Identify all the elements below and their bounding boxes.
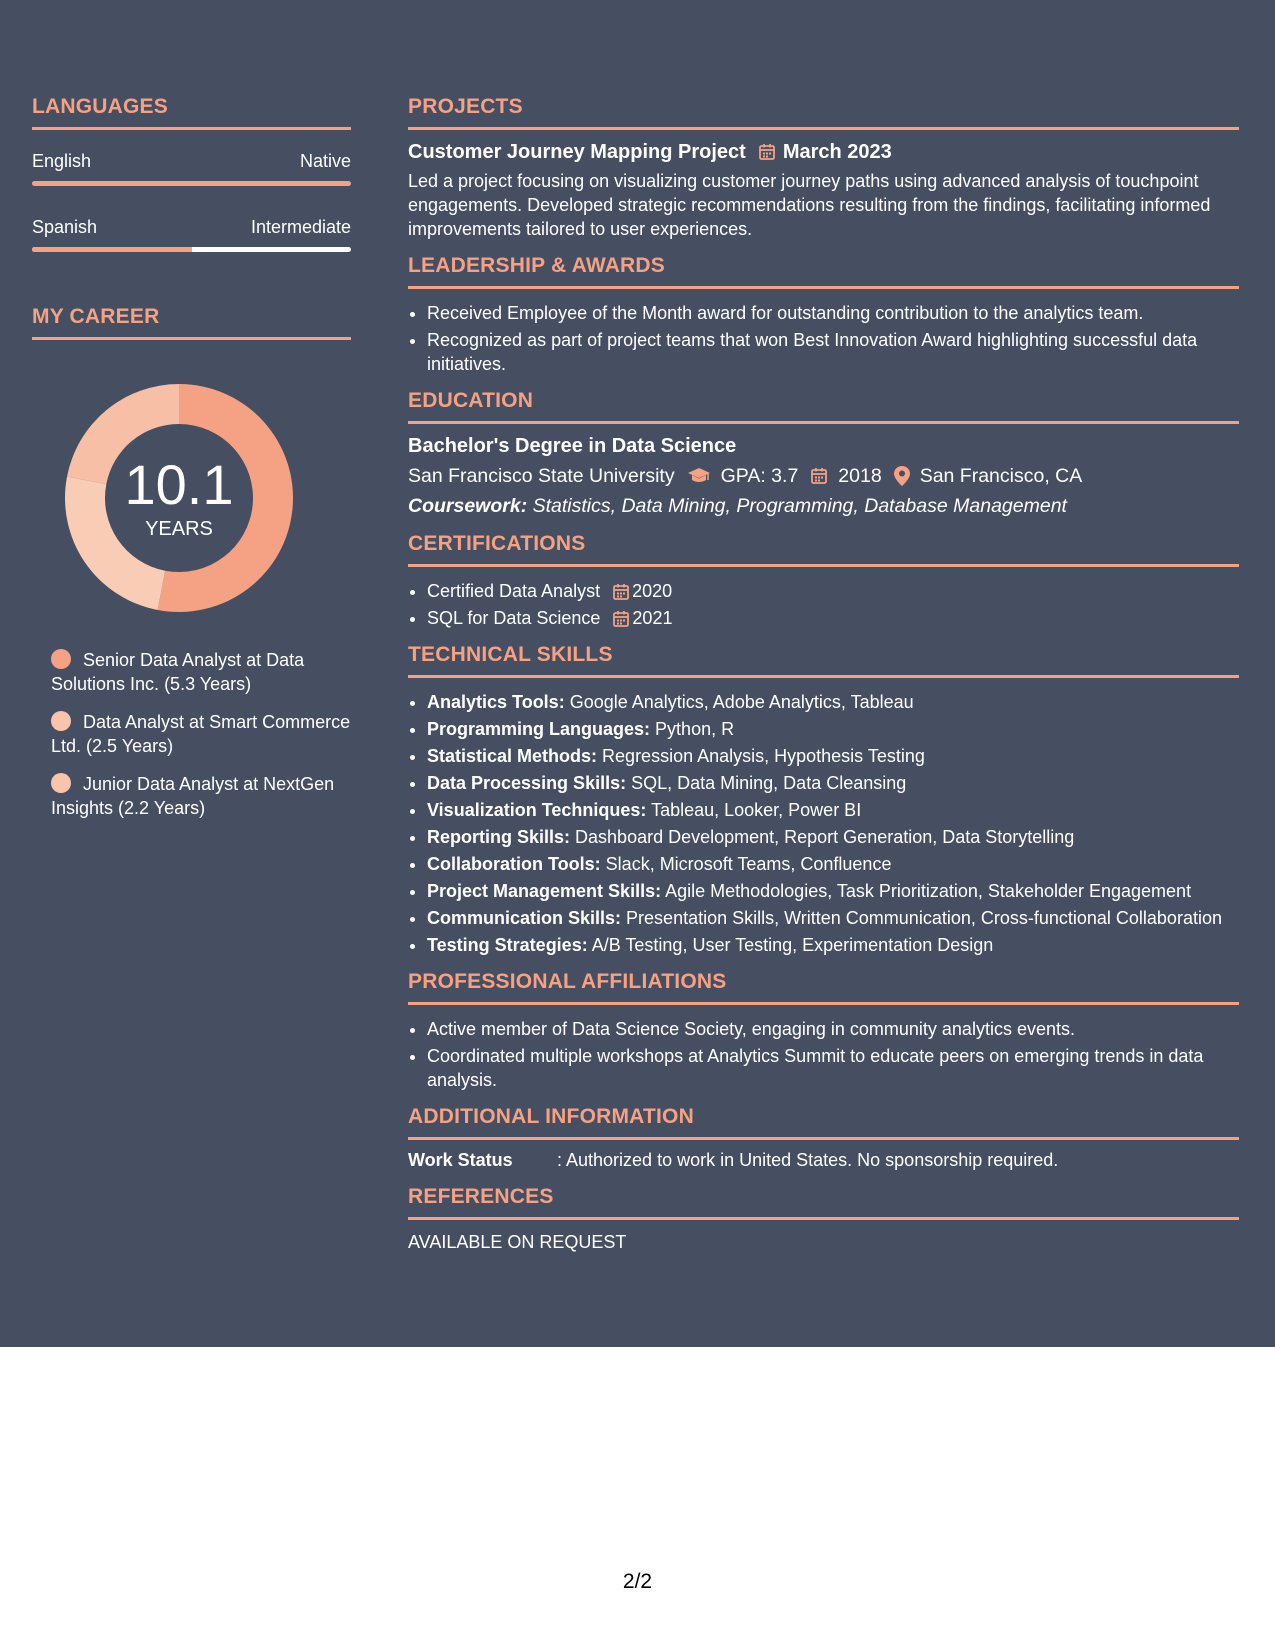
career-legend <box>51 648 351 820</box>
career-legend-item <box>51 710 351 758</box>
career-role-label: Junior Data Analyst at NextGen Insights (2.2 Years) <box>51 774 335 818</box>
calendar-icon <box>612 583 629 600</box>
skill-label: Project Management Skills: <box>427 881 662 901</box>
skill-value: SQL, Data Mining, Data Cleansing <box>631 773 907 793</box>
career-total-unit: YEARS <box>145 518 213 540</box>
skill-value: A/B Testing, User Testing, Experimentation Design <box>591 935 994 955</box>
certification-name: • Certified Data Analyst <box>427 581 601 601</box>
certification-year: 2020 <box>632 581 673 601</box>
skill-label: Visualization Techniques: <box>427 800 647 820</box>
education-school: San Francisco State University <box>408 465 675 487</box>
list-item <box>427 606 1239 630</box>
skill-label: Communication Skills: <box>427 908 622 928</box>
skill-label: Testing Strategies: <box>427 935 588 955</box>
additional-info-section <box>408 1104 1239 1172</box>
career-total-years: 10.1 <box>124 453 234 516</box>
language-level: Intermediate <box>250 217 351 237</box>
certification-year: 2021 <box>632 608 673 628</box>
certifications-section <box>408 531 1239 630</box>
language-name: English <box>32 151 92 171</box>
certifications-heading: CERTIFICATIONS <box>408 531 1239 567</box>
list-item <box>427 933 1239 957</box>
skill-value: Regression Analysis, Hypothesis Testing <box>602 746 925 766</box>
project-name: Customer Journey Mapping Project <box>408 141 746 163</box>
projects-heading: PROJECTS <box>408 94 1239 130</box>
legend-dot-icon <box>51 711 71 731</box>
skills-list <box>408 690 1239 957</box>
page-number: 2/2 <box>622 1570 653 1593</box>
language-proficiency-fill <box>32 181 351 186</box>
skill-label: Data Processing Skills: <box>427 773 627 793</box>
references-heading: REFERENCES <box>408 1184 1239 1220</box>
skill-value: Google Analytics, Adobe Analytics, Tableau <box>569 692 914 712</box>
language-proficiency-bar <box>32 247 351 252</box>
list-item: • Coordinated multiple workshops at Analytics Summit to educate peers on emerging trends in data analysis. <box>427 1044 1239 1092</box>
education-section <box>408 388 1239 519</box>
leadership-section <box>408 253 1239 376</box>
languages-list <box>32 150 351 252</box>
career-legend-item <box>51 648 351 696</box>
skill-value: Dashboard Development, Report Generation, Data Storytelling <box>575 827 1075 847</box>
education-year: 2018 <box>838 465 882 487</box>
list-item <box>427 771 1239 795</box>
skill-value: Agile Methodologies, Task Prioritization, Stakeholder Engagement <box>665 881 1192 901</box>
affiliations-heading: PROFESSIONAL AFFILIATIONS <box>408 969 1239 1005</box>
affiliations-section <box>408 969 1239 1092</box>
coursework-value: Statistics, Data Mining, Programming, Database Management <box>532 495 1067 517</box>
calendar-icon <box>758 143 776 161</box>
list-item: • Active member of Data Science Society, engaging in community analytics events. <box>427 1017 1239 1041</box>
list-item <box>427 717 1239 741</box>
list-item: • Recognized as part of project teams that won Best Innovation Award highlighting successful data initiatives. <box>427 328 1239 376</box>
sidebar <box>32 94 351 834</box>
legend-dot-icon <box>51 649 71 669</box>
work-status-row <box>408 1148 1239 1172</box>
career-donut-chart <box>65 384 293 612</box>
leadership-heading: LEADERSHIP & AWARDS <box>408 253 1239 289</box>
list-item <box>427 906 1239 930</box>
list-item <box>427 879 1239 903</box>
list-item <box>427 579 1239 603</box>
certification-name: • SQL for Data Science <box>427 608 601 628</box>
skills-section <box>408 642 1239 957</box>
language-level: Native <box>299 151 351 171</box>
language-name: Spanish <box>32 217 98 237</box>
skill-value: Python, R <box>655 719 735 739</box>
graduation-cap-icon <box>687 467 711 485</box>
skill-label: Analytics Tools: <box>427 692 565 712</box>
coursework-label: Coursework: <box>408 495 528 517</box>
skill-value: Tableau, Looker, Power BI <box>651 800 862 820</box>
work-status-value: : Authorized to work in United States. No sponsorship required. <box>557 1150 1059 1170</box>
affiliations-list <box>408 1017 1239 1092</box>
project-description: Led a project focusing on visualizing customer journey paths using advanced analysis of touchpoint engagements. Developed strategic recommendations resulting from the findings, facilitating informed improvements tailored to user experiences. <box>408 171 1211 239</box>
list-item <box>427 852 1239 876</box>
projects-section <box>408 94 1239 241</box>
list-item <box>427 798 1239 822</box>
list-item: • Received Employee of the Month award for outstanding contribution to the analytics team. <box>427 301 1239 325</box>
career-heading: MY CAREER <box>32 304 351 340</box>
education-coursework <box>408 493 1239 519</box>
education-location: San Francisco, CA <box>919 465 1083 487</box>
skill-value: Slack, Microsoft Teams, Confluence <box>605 854 892 874</box>
skill-value: Presentation Skills, Written Communication, Cross-functional Collaboration <box>626 908 1222 928</box>
language-item <box>32 150 351 186</box>
skill-label: Collaboration Tools: <box>427 854 601 874</box>
education-heading: EDUCATION <box>408 388 1239 424</box>
location-pin-icon <box>894 466 910 486</box>
skills-heading: TECHNICAL SKILLS <box>408 642 1239 678</box>
skill-label: Reporting Skills: <box>427 827 571 847</box>
project-date: March 2023 <box>782 141 892 163</box>
skill-label: Programming Languages: <box>427 719 651 739</box>
calendar-icon <box>612 610 629 627</box>
references-section <box>408 1184 1239 1254</box>
main-column <box>408 94 1239 1266</box>
career-role-label: Senior Data Analyst at Data Solutions Inc. (5.3 Years) <box>51 650 305 694</box>
career-legend-item <box>51 772 351 820</box>
list-item <box>427 825 1239 849</box>
legend-dot-icon <box>51 773 71 793</box>
certifications-list <box>408 579 1239 630</box>
references-text: AVAILABLE ON REQUEST <box>408 1232 627 1252</box>
education-details <box>408 463 1239 489</box>
language-proficiency-bar <box>32 181 351 186</box>
list-item <box>427 744 1239 768</box>
language-item <box>32 216 351 252</box>
skill-label: Statistical Methods: <box>427 746 598 766</box>
list-item <box>427 690 1239 714</box>
donut-center <box>65 384 293 612</box>
language-proficiency-fill <box>32 247 192 252</box>
work-status-label: Work Status <box>408 1150 513 1170</box>
education-degree: Bachelor's Degree in Data Science <box>408 435 737 457</box>
leadership-list <box>408 301 1239 376</box>
calendar-icon <box>810 467 828 485</box>
additional-info-heading: ADDITIONAL INFORMATION <box>408 1104 1239 1140</box>
languages-heading: LANGUAGES <box>32 94 351 130</box>
education-gpa: GPA: 3.7 <box>720 465 799 487</box>
career-role-label: Data Analyst at Smart Commerce Ltd. (2.5 Years) <box>51 712 351 756</box>
